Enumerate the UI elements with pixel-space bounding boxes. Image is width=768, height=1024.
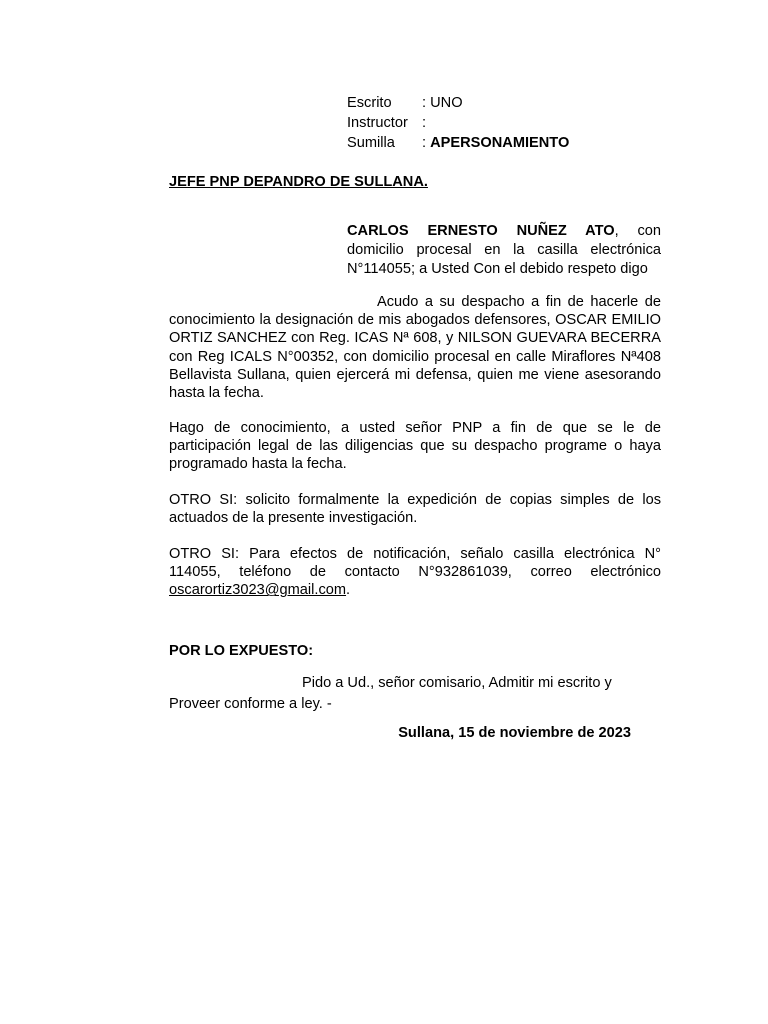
- paragraph-notification-text: OTRO SI: Para efectos de notificación, señalo casilla electrónica N° 114055, teléfono de contacto N°932861039, correo electrónico: [169, 546, 661, 581]
- email-link[interactable]: oscarortiz3023@gmail.com: [169, 582, 347, 599]
- instructor-label: Instructor: [347, 115, 408, 131]
- document-header: [347, 93, 569, 153]
- date-line: Sullana, 15 de noviembre de 2023: [398, 725, 631, 741]
- escrito-label: Escrito: [347, 95, 392, 111]
- header-instructor-row: [347, 113, 569, 133]
- sumilla-value: APERSONAMIENTO: [430, 135, 570, 151]
- instructor-value: :: [422, 115, 427, 131]
- petitioner-text: , con domicilio procesal en la casilla electrónica N°114055; a Usted Con el debido respeto digo: [347, 223, 661, 277]
- sumilla-label: Sumilla: [347, 135, 395, 151]
- header-sumilla-row: [347, 133, 569, 153]
- paragraph-copies-request: OTRO SI: solicito formalmente la expedición de copias simples de los actuados de la presente investigación.: [169, 492, 661, 527]
- closing-request-text: Pido a Ud., señor comisario, Admitir mi escrito y Proveer conforme a ley. -: [169, 675, 612, 712]
- addressee: JEFE PNP DEPANDRO DE SULLANA.: [169, 174, 428, 190]
- header-escrito-row: [347, 93, 569, 113]
- petitioner-name: CARLOS ERNESTO NUÑEZ ATO: [347, 223, 615, 239]
- paragraph-designation: [169, 293, 661, 402]
- conclusion-title: POR LO EXPUESTO:: [169, 643, 314, 659]
- escrito-value: : UNO: [422, 95, 463, 111]
- paragraph-notification: [169, 545, 661, 600]
- paragraph-notification-end: .: [346, 582, 351, 599]
- paragraph-participation: Hago de conocimiento, a usted señor PNP a fin de que se le de participación legal de las diligencias que su despacho programe o haya programado hasta la fecha.: [169, 420, 661, 473]
- paragraph-designation-text: Acudo a su despacho a fin de hacerle de conocimiento la designación de mis abogados defensores, OSCAR EMILIO ORTIZ SANCHEZ con Reg. ICAS Nª 608, y NILSON GUEVARA BECERRA con Reg ICALS N°00352, con domicilio procesal en calle Miraflores Nª408 Bellavista Sullana, quien ejercerá mi defensa, quien me viene asesorando hasta la fecha.: [169, 294, 661, 402]
- sumilla-separator: :: [422, 135, 431, 151]
- petitioner-block: [347, 222, 661, 279]
- closing-request: [169, 673, 661, 715]
